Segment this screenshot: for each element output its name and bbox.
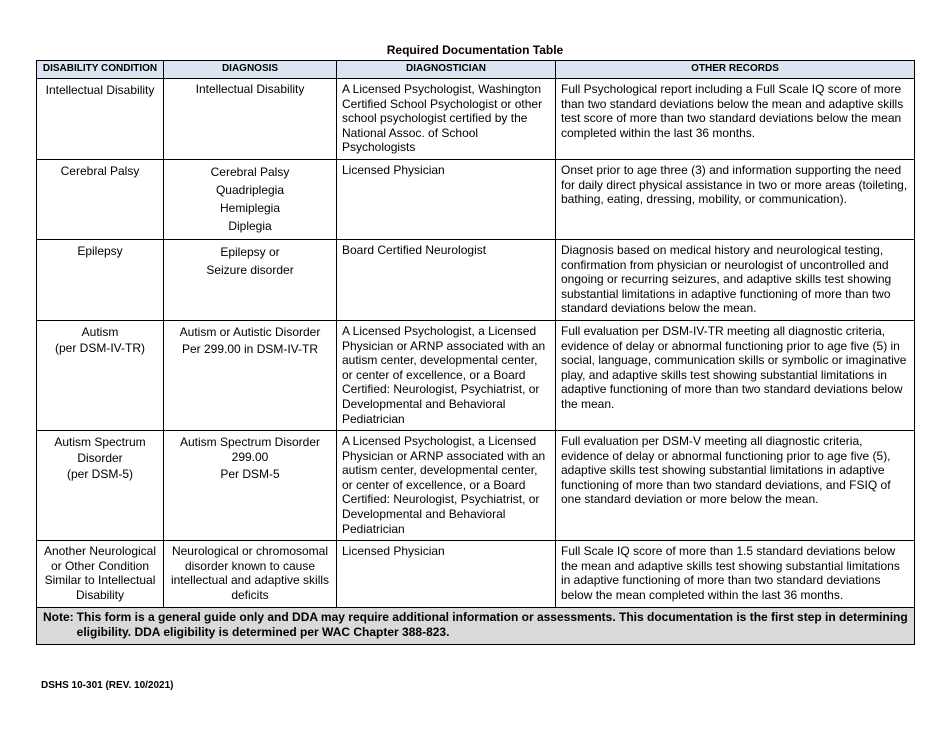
condition-text: Cerebral Palsy	[60, 163, 140, 178]
table-row	[37, 431, 915, 541]
other-records-cell: Diagnosis based on medical history and neurological testing, confirmation from physician or neurologist of uncontrolled and ongoing or recurring seizures, and adaptive skills test showing substantial limitations in adaptive functioning of more than two standard deviations below the mean.	[556, 239, 915, 320]
diagnosis-text: 299.00	[231, 450, 269, 465]
diagnosis-text: Per 299.00 in DSM-IV-TR	[181, 341, 319, 356]
column-header-condition: DISABILITY CONDITION	[37, 61, 164, 79]
note-cell	[37, 607, 915, 644]
diagnostician-cell: A Licensed Psychologist, a Licensed Physician or ARNP associated with an autism center, developmental center, or center of excellence, or a Board Certified: Neurologist, Psychiatrist, or Developmental and Behavioral Pediatrician	[337, 320, 556, 430]
diagnostician-cell: A Licensed Psychologist, a Licensed Physician or ARNP associated with an autism center, developmental center, or center of excellence, or a Board Certified: Neurologist, Psychiatrist, or Developmental and Behavioral Pediatrician	[337, 431, 556, 541]
condition-cell	[37, 541, 164, 607]
other-records-cell: Full evaluation per DSM-V meeting all diagnostic criteria, evidence of delay or abnormal functioning prior to age five (5), adaptive skills test showing substantial limitations in adaptive functioning of more than two standard deviations, and FSIQ of one standard deviation or more below the mean.	[556, 431, 915, 541]
condition-cell	[37, 320, 164, 430]
condition-text: Another Neurological or Other Condition Similar to Intellectual Disability	[43, 544, 157, 603]
table-row	[37, 541, 915, 607]
other-records-cell: Full Psychological report including a Full Scale IQ score of more than two standard deviations below the mean and adaptive skills test score of more than two standard deviations below the mean completed within the last 36 months.	[556, 79, 915, 160]
diagnosis-text: Diplegia	[228, 218, 272, 233]
condition-text: Epilepsy	[77, 243, 123, 258]
diagnosis-cell	[164, 159, 337, 239]
diagnosis-text: Per DSM-5	[220, 466, 280, 481]
condition-text: Intellectual Disability	[45, 83, 155, 97]
condition-cell	[37, 159, 164, 239]
diagnostician-cell: Board Certified Neurologist	[337, 239, 556, 320]
table-header-row	[37, 61, 915, 79]
diagnosis-text: Intellectual Disability	[195, 82, 305, 96]
documentation-table	[36, 60, 915, 645]
diagnosis-text: Autism Spectrum Disorder	[179, 435, 321, 450]
note-label: Note:	[43, 609, 74, 624]
diagnostician-cell: A Licensed Psychologist, Washington Certified School Psychologist or other school psychologist certified by the National Assoc. of School Psychologists	[337, 79, 556, 160]
diagnosis-text: Hemiplegia	[219, 200, 281, 215]
condition-text: Disorder	[77, 451, 123, 466]
table-row	[37, 239, 915, 320]
condition-cell	[37, 79, 164, 160]
diagnosis-cell	[164, 431, 337, 541]
condition-text: (per DSM-5)	[66, 467, 133, 482]
column-header-other-records: OTHER RECORDS	[556, 61, 915, 79]
table-title: Required Documentation Table	[386, 43, 564, 57]
other-records-cell: Full evaluation per DSM-IV-TR meeting all diagnostic criteria, evidence of delay or abnormal functioning prior to age five (5) in social, language, communication skills or symbolic or imaginative play, and adaptive skills test showing substantial limitations in adaptive functioning of more than two standard deviations below the mean.	[556, 320, 915, 430]
other-records-cell: Full Scale IQ score of more than 1.5 standard deviations below the mean and adaptive skills test showing substantial limitations in adaptive functioning of more than two standard deviations below the mean completed within the last 36 months.	[556, 541, 915, 607]
diagnosis-text: Cerebral Palsy	[210, 164, 290, 179]
condition-cell	[37, 239, 164, 320]
diagnosis-cell	[164, 320, 337, 430]
diagnosis-text: Quadriplegia	[215, 182, 285, 197]
form-number: DSHS 10-301 (REV. 10/2021)	[41, 680, 174, 691]
table-row	[37, 159, 915, 239]
condition-text: (per DSM-IV-TR)	[55, 340, 145, 355]
other-records-cell: Onset prior to age three (3) and information supporting the need for daily direct physical assistance in two or more areas (toileting, bathing, eating, dressing, mobility, or communication).	[556, 159, 915, 239]
diagnosis-text: Epilepsy or	[220, 244, 280, 259]
diagnosis-text: Neurological or chromosomal disorder known to cause intellectual and adaptive skills deficits	[170, 544, 330, 603]
note-text: This form is a general guide only and DDA may require additional information or assessments. This documentation is the first step in determining eligibility. DDA eligibility is determined per WAC Chapter 388-823.	[76, 609, 908, 639]
diagnosis-text: Seizure disorder	[206, 262, 294, 277]
diagnosis-text: Autism or Autistic Disorder	[179, 324, 321, 339]
condition-text: Autism Spectrum	[54, 435, 146, 450]
column-header-diagnosis: DIAGNOSIS	[164, 61, 337, 79]
condition-cell	[37, 431, 164, 541]
condition-text: Autism	[81, 324, 119, 339]
diagnostician-cell: Licensed Physician	[337, 159, 556, 239]
diagnosis-cell	[164, 239, 337, 320]
diagnosis-cell	[164, 79, 337, 160]
note-row	[37, 607, 915, 644]
table-row	[37, 320, 915, 430]
table-row	[37, 79, 915, 160]
column-header-diagnostician: DIAGNOSTICIAN	[337, 61, 556, 79]
diagnostician-cell: Licensed Physician	[337, 541, 556, 607]
diagnosis-cell	[164, 541, 337, 607]
